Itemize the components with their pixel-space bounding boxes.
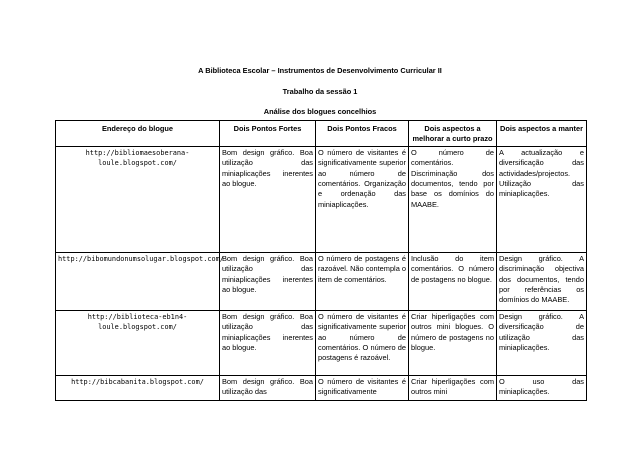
melhorar-cell: Criar hiperligações com outros mini xyxy=(409,375,497,400)
fracos-cell: O número de visitantes é significativamente superior ao número de comentários. Organização e ordenação das miniaplicações. xyxy=(316,146,409,252)
manter-cell: O uso das miniaplicações. xyxy=(497,375,587,400)
melhorar-cell: Inclusão do item comentários. O número de postagens no blogue. xyxy=(409,252,497,310)
column-header-endereco: Endereço do blogue xyxy=(56,121,220,147)
fortes-cell: Bom design gráfico. Boa utilização das miniaplicações inerentes ao blogue. xyxy=(220,252,316,310)
manter-cell: Design gráfico. A discriminação objectiva dos documentos, tendo por referências os domínios do MAABE. xyxy=(497,252,587,310)
fracos-cell: O número de visitantes é significativamente superior ao número de comentários. O número de postagens é razoável. xyxy=(316,310,409,375)
column-header-pontos-fracos: Dois Pontos Fracos xyxy=(316,121,409,147)
melhorar-cell: O número de comentários. Discriminação dos documentos, tendo por base os domínios do MAABE. xyxy=(409,146,497,252)
fracos-cell: O número de visitantes é significativamente xyxy=(316,375,409,400)
blog-url-cell[interactable]: http://bibomundonumsolugar.blogspot.com/ xyxy=(56,252,220,310)
blog-url-cell[interactable]: http://biblioteca-eb1n4-loule.blogspot.com/ xyxy=(56,310,220,375)
melhorar-cell: Criar hiperligações com outros mini blogues. O número de postagens no blogue. xyxy=(409,310,497,375)
blog-url-cell[interactable]: http://bibliomaesoberana-loule.blogspot.com/ xyxy=(56,146,220,252)
table-header-row xyxy=(56,121,587,147)
manter-cell: Design gráfico. A diversificação de utilização das miniaplicações. xyxy=(497,310,587,375)
fortes-cell: Bom design gráfico. Boa utilização das miniaplicações inerentes ao blogue. xyxy=(220,310,316,375)
fortes-cell: Bom design gráfico. Boa utilização das xyxy=(220,375,316,400)
analysis-title: Análise dos blogues concelhios xyxy=(263,107,377,116)
fracos-cell: O número de postagens é razoável. Não contempla o item de comentários. xyxy=(316,252,409,310)
manter-cell: A actualização e diversificação das actividades/projectos. Utilização das miniaplicações. xyxy=(497,146,587,252)
table-row xyxy=(56,252,587,310)
session-title: Trabalho da sessão 1 xyxy=(282,87,358,96)
document-title: A Biblioteca Escolar – Instrumentos de Desenvolvimento Curricular II xyxy=(198,66,442,75)
column-header-manter: Dois aspectos a manter xyxy=(497,121,587,147)
fortes-cell: Bom design gráfico. Boa utilização das miniaplicações inerentes ao blogue. xyxy=(220,146,316,252)
blog-analysis-table xyxy=(55,120,587,401)
column-header-pontos-fortes: Dois Pontos Fortes xyxy=(220,121,316,147)
table-row xyxy=(56,375,587,400)
table-row xyxy=(56,310,587,375)
column-header-melhorar: Dois aspectos a melhorar a curto prazo xyxy=(409,121,497,147)
blog-url-cell[interactable]: http://bibcabanita.blogspot.com/ xyxy=(56,375,220,400)
table-row xyxy=(56,146,587,252)
